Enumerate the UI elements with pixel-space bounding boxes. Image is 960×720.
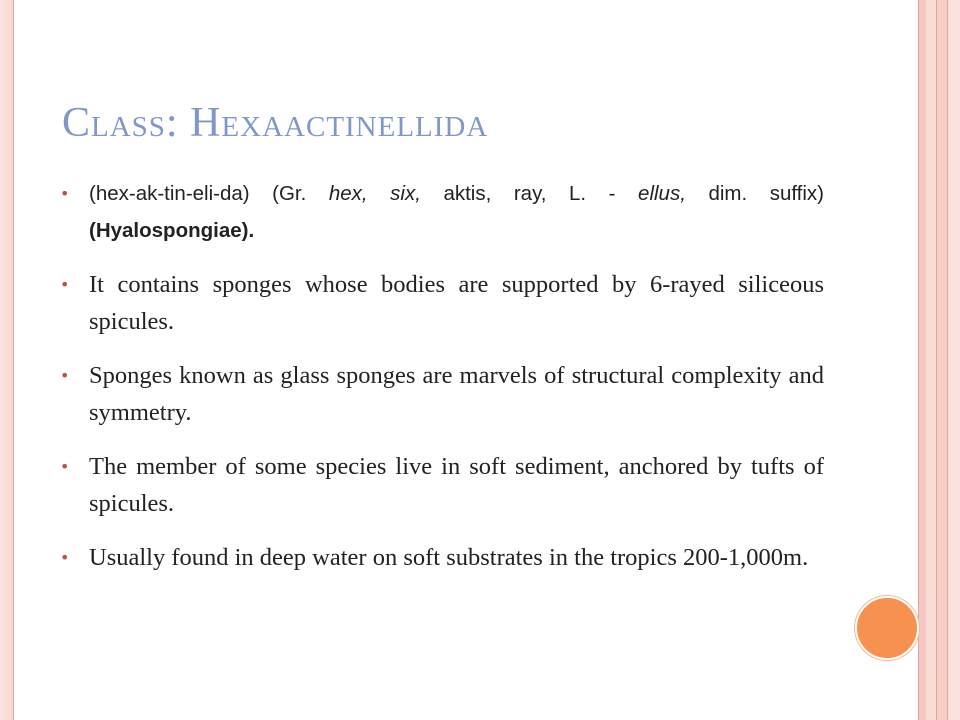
- bullet-dot-icon: •: [60, 184, 70, 203]
- left-border: [0, 0, 14, 720]
- bullet-text: It contains sponges whose bodies are supported by 6-rayed siliceous spicules.: [89, 271, 824, 335]
- bullet-text: The member of some species live in soft sediment, anchored by tufts of spicules.: [89, 453, 824, 517]
- decorative-circle: [855, 596, 919, 660]
- right-border-stripe: [948, 0, 960, 720]
- right-border-stripe: [926, 0, 936, 720]
- bullet-item: [58, 175, 824, 249]
- slide-title: Class: Hexaactinellida: [62, 100, 489, 146]
- bullet-text-italic: ellus,: [638, 182, 686, 205]
- bullet-dot-icon: •: [60, 548, 70, 567]
- bullet-text-part: dim. suffix): [685, 182, 825, 205]
- bullet-item: [58, 448, 824, 522]
- bullet-text: Sponges known as glass sponges are marvels of structural complexity and symmetry.: [89, 362, 824, 426]
- bullet-text-part: (hex-ak-tin-eli-da) (Gr.: [89, 182, 329, 205]
- right-border-stripe: [937, 0, 947, 720]
- bullet-item: [58, 357, 824, 431]
- bullet-text: Usually found in deep water on soft substrates in the tropics 200-1,000m.: [89, 544, 809, 571]
- bullet-dot-icon: •: [60, 457, 70, 476]
- bullet-list: [58, 175, 824, 593]
- bullet-text-part: aktis, ray, L. -: [420, 182, 616, 205]
- bullet-dot-icon: •: [60, 275, 70, 294]
- bullet-item: [58, 266, 824, 340]
- bullet-dot-icon: •: [60, 366, 70, 385]
- bullet-text-bold: (Hyalospongiae).: [89, 219, 255, 242]
- bullet-item: [58, 539, 824, 576]
- bullet-text-italic: hex, six,: [328, 182, 421, 205]
